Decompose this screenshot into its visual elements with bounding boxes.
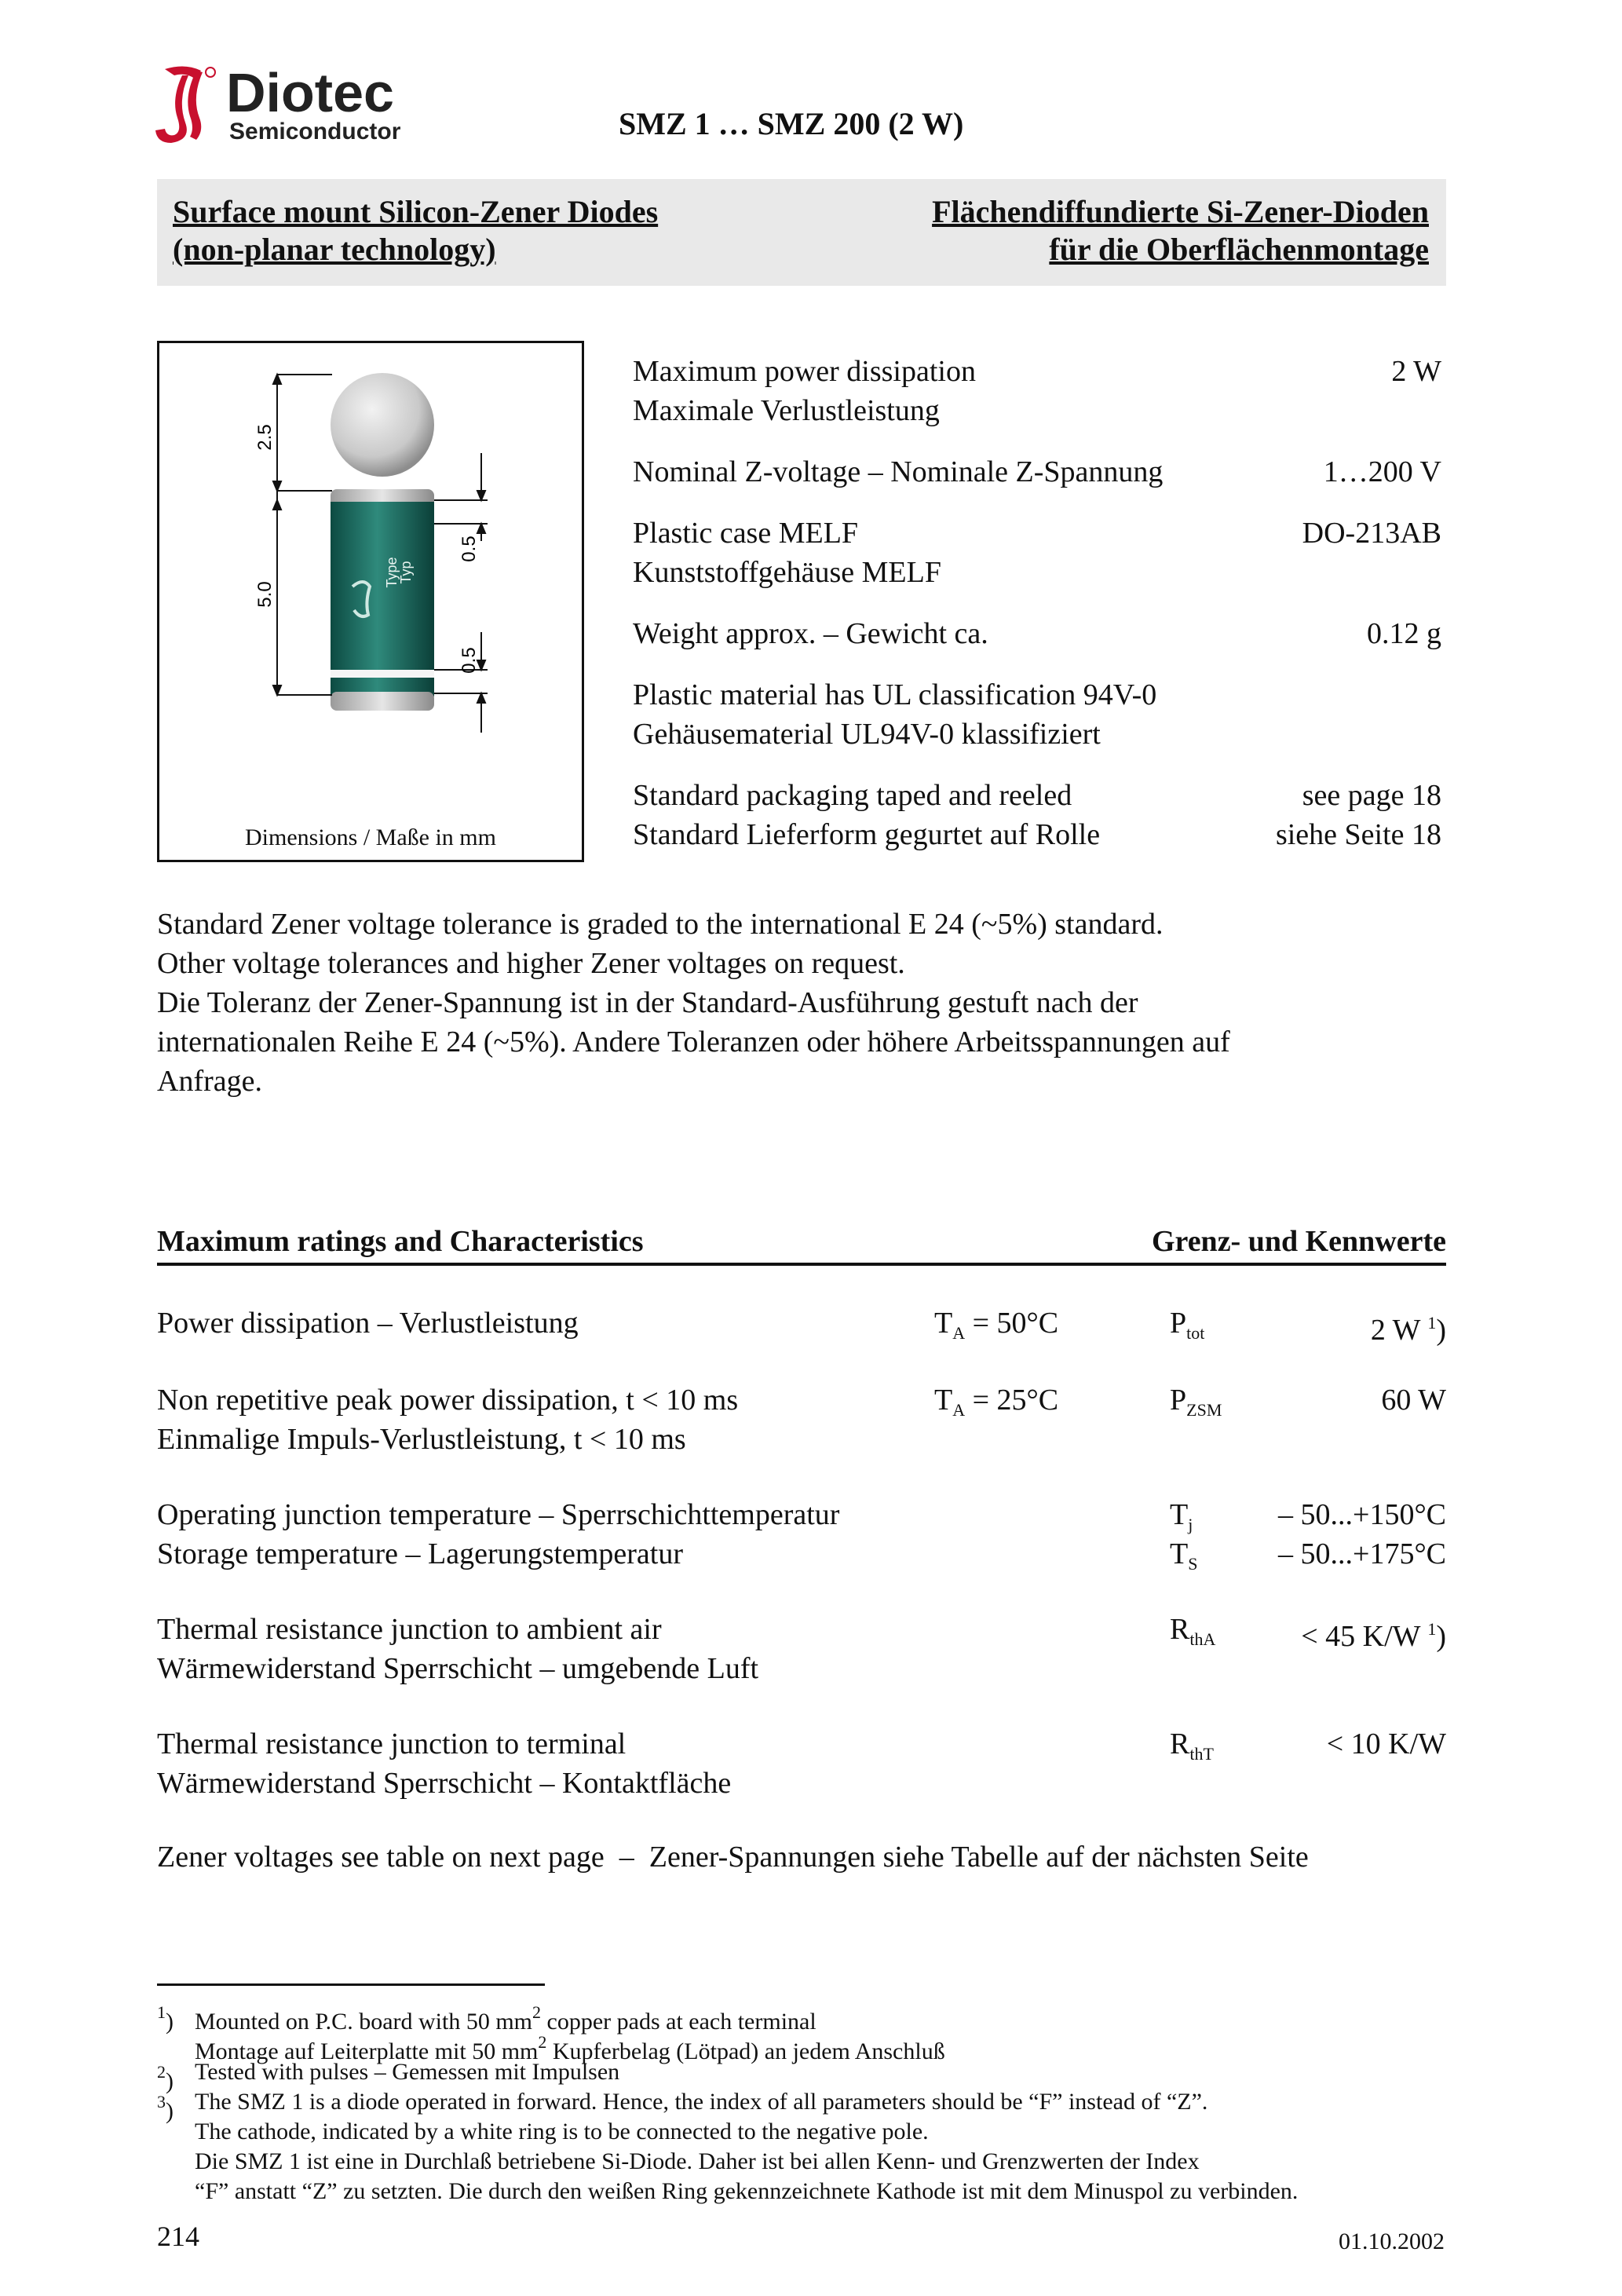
dim-top-label: 2.5: [254, 424, 276, 451]
logo-subtitle: Semiconductor: [229, 119, 401, 144]
superscript: 2: [532, 2002, 542, 2022]
footnote-line-tail: Kupferbelag (Lötpad) an jedem Anschluß: [546, 2038, 945, 2064]
spec-value: see page 18: [1302, 779, 1441, 812]
banner-left-line2: (non-planar technology): [173, 232, 496, 267]
rating-label: Thermal resistance junction to ambient air: [157, 1613, 662, 1646]
symbol-subscript: tot: [1186, 1323, 1205, 1343]
intro-line: Die Toleranz der Zener-Spannung ist in der Standard-Ausführung gestuft nach der: [157, 986, 1138, 1019]
logo-brand: Diotec: [226, 62, 394, 123]
rating-symbol: [1170, 1380, 1222, 1430]
footnote-ref: 1: [1427, 1619, 1437, 1639]
end-view-ball: [331, 373, 434, 477]
intro-line: Other voltage tolerances and higher Zener voltages on request.: [157, 947, 905, 980]
banner-left-line1: Surface mount Silicon-Zener Diodes: [173, 194, 659, 229]
rating-label: Power dissipation – Verlustleistung: [157, 1307, 579, 1340]
rating-value: – 50...+150°C: [1278, 1498, 1446, 1531]
spec-label: Plastic material has UL classification 94V-0: [633, 678, 1157, 711]
spec-label: Standard packaging taped and reeled: [633, 779, 1072, 812]
title-banner: [157, 179, 1446, 286]
footnote-paren: ): [1436, 1314, 1446, 1347]
spec-value: 2 W: [1391, 355, 1441, 388]
footnote-line: Montage auf Leiterplatte mit 50 mm: [195, 2038, 539, 2064]
spec-label: Nominal Z-voltage – Nominale Z-Spannung: [633, 455, 1164, 488]
rating-label: Operating junction temperature – Sperrschichttemperatur: [157, 1498, 840, 1531]
symbol-subscript: S: [1188, 1554, 1198, 1574]
value: 2 W: [1370, 1314, 1428, 1347]
diotec-logo-icon: [154, 61, 220, 148]
spec-label-de: Standard Lieferform gegurtet auf Rolle: [633, 818, 1101, 851]
rating-label-de: Wärmewiderstand Sperrschicht – Kontaktfläche: [157, 1767, 732, 1800]
rating-condition: [934, 1303, 1058, 1353]
dim-band-bottom-label: 0.5: [458, 647, 480, 674]
value: < 45 K/W: [1301, 1620, 1428, 1653]
banner-right-line1: Flächendiffundierte Si-Zener-Dioden: [932, 194, 1429, 229]
body-type-label: Type: [384, 557, 400, 588]
intro-paragraph: [157, 905, 1445, 1101]
rating-value: 60 W: [1381, 1384, 1446, 1417]
symbol: T: [1170, 1537, 1189, 1570]
symbol: P: [1170, 1307, 1187, 1340]
rating-label-de: Storage temperature – Lagerungstemperatur: [157, 1537, 683, 1570]
cond-value: = 25°C: [965, 1384, 1059, 1417]
spec-label-de: Maximale Verlustleistung: [633, 394, 940, 427]
footnote-num: 2: [157, 2062, 166, 2082]
cond-symbol: T: [934, 1307, 953, 1340]
spec-list: [633, 352, 1441, 857]
rating-symbol-2: [1170, 1534, 1197, 1584]
dim-body-label: 5.0: [254, 581, 276, 608]
spec-label-de: Kunststoffgehäuse MELF: [633, 556, 941, 589]
dim-band-top-label: 0.5: [458, 536, 480, 562]
spec-label: Weight approx. – Gewicht ca.: [633, 617, 988, 650]
footnote-line-tail: copper pads at each terminal: [541, 2009, 816, 2035]
footnote-rule: [157, 1983, 545, 1986]
ratings-heading-right: Grenz- und Kennwerte: [1151, 1225, 1446, 1258]
symbol: R: [1170, 1727, 1190, 1760]
rating-value-2: – 50...+175°C: [1278, 1537, 1446, 1570]
spec-value: 1…200 V: [1323, 455, 1441, 488]
symbol-subscript: j: [1188, 1515, 1193, 1534]
spec-label: Maximum power dissipation: [633, 355, 976, 388]
intro-line: Standard Zener voltage tolerance is graded to the international E 24 (~5%) standard.: [157, 908, 1164, 941]
footnote-text: Tested with pulses – Gemessen mit Impulsen: [195, 2059, 620, 2085]
page-title: SMZ 1 … SMZ 200 (2 W): [619, 106, 964, 141]
cond-symbol: T: [934, 1384, 953, 1417]
intro-line: internationalen Reihe E 24 (~5%). Andere Toleranzen oder höhere Arbeitsspannungen auf: [157, 1026, 1230, 1058]
figure-caption: Dimensions / Maße in mm: [245, 824, 496, 850]
superscript: 2: [538, 2032, 547, 2052]
symbol: T: [1170, 1498, 1189, 1531]
body-typ-label: Typ: [398, 561, 414, 584]
footnote-text: The cathode, indicated by a white ring is to be connected to the negative pole.: [195, 2119, 929, 2144]
rating-value: < 10 K/W: [1326, 1727, 1446, 1760]
footnote-number: $^3$): [157, 2092, 174, 2124]
cond-subscript: A: [952, 1323, 966, 1343]
rating-symbol: [1170, 1610, 1215, 1659]
rating-label-de: Wärmewiderstand Sperrschicht – umgebende Luft: [157, 1652, 759, 1685]
spec-value-de: siehe Seite 18: [1275, 818, 1441, 851]
rating-symbol: [1170, 1724, 1214, 1774]
cond-subscript: A: [952, 1400, 966, 1420]
symbol-subscript: ZSM: [1186, 1400, 1222, 1420]
rating-label: Non repetitive peak power dissipation, t < 10 ms: [157, 1384, 739, 1417]
footer-date: 01.10.2002: [1339, 2228, 1445, 2254]
footnote-number: $^2$): [157, 2062, 174, 2094]
footnote-paren: ): [1436, 1620, 1446, 1653]
page-number: 214: [157, 2221, 199, 2252]
ratings-heading: [157, 1222, 1446, 1266]
rating-label: Thermal resistance junction to terminal: [157, 1727, 627, 1760]
cond-value: = 50°C: [965, 1307, 1059, 1340]
spec-label-de: Gehäusematerial UL94V-0 klassifiziert: [633, 718, 1101, 751]
spec-label: Plastic case MELF: [633, 517, 859, 550]
rating-value: [1371, 1303, 1446, 1350]
ratings-heading-left: Maximum ratings and Characteristics: [157, 1225, 644, 1258]
footnote-num: 3: [157, 2092, 166, 2111]
footnote-text: The SMZ 1 is a diode operated in forward. Hence, the index of all parameters should be “F” instead of “Z”.: [195, 2089, 1208, 2115]
rating-value: [1301, 1610, 1446, 1656]
rating-symbol: [1170, 1303, 1204, 1353]
footnote-line: Mounted on P.C. board with 50 mm: [195, 2009, 533, 2035]
footnote-text: “F” anstatt “Z” zu setzten. Die durch den weißen Ring gekennzeichnete Kathode ist mit dem Minuspol zu verbinden.: [195, 2178, 1299, 2204]
rating-label-de: Einmalige Impuls-Verlustleistung, t < 10 ms: [157, 1423, 686, 1456]
footnote-text: Die SMZ 1 ist eine in Durchlaß betriebene Si-Diode. Daher ist bei allen Kenn- und Grenzwerten der Index: [195, 2148, 1200, 2174]
symbol-subscript: thA: [1189, 1629, 1216, 1649]
rating-condition: [934, 1380, 1058, 1430]
symbol: P: [1170, 1384, 1187, 1417]
spec-value: DO-213AB: [1302, 517, 1441, 550]
melf-package-drawing: [159, 343, 582, 799]
ratings-table: [157, 1303, 1446, 1806]
dimension-figure: [157, 341, 584, 862]
banner-right-line2: für die Oberflächenmontage: [1049, 232, 1429, 267]
symbol: R: [1170, 1613, 1190, 1646]
zener-table-note: Zener voltages see table on next page – Zener-Spannungen siehe Tabelle auf der nächsten Seite: [157, 1841, 1309, 1874]
footnote-num: 1: [157, 2002, 166, 2022]
logo: [154, 61, 437, 148]
spec-value: 0.12 g: [1367, 617, 1441, 650]
footnote-ref: 1: [1427, 1313, 1437, 1333]
intro-line: Anfrage.: [157, 1065, 262, 1098]
footnote-number: $^1$): [157, 2002, 174, 2035]
symbol-subscript: thT: [1189, 1744, 1214, 1764]
